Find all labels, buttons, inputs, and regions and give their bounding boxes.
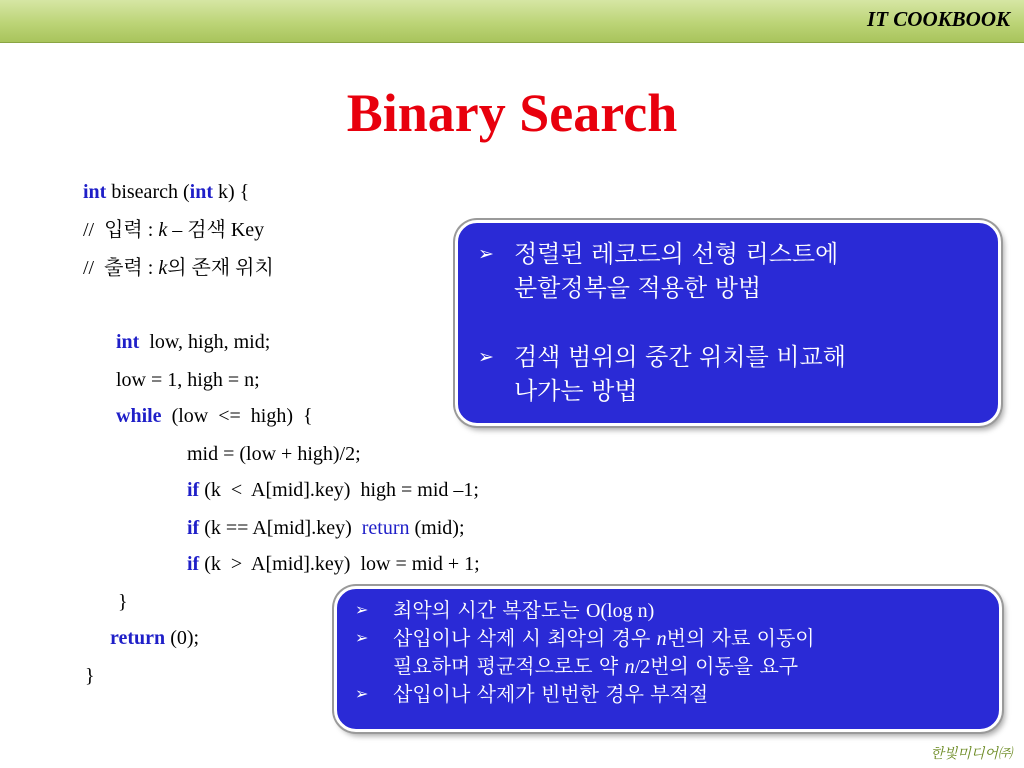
bullet-text: 정렬된 레코드의 선형 리스트에 — [514, 240, 839, 268]
code-text: (k == A[mid].key) — [199, 517, 362, 539]
keyword: if — [187, 479, 200, 501]
code-line: } — [118, 591, 128, 613]
bullet-segment: 최악의 시간 복잡도는 — [393, 598, 586, 622]
keyword: if — [187, 517, 200, 539]
code-line: mid = (low + high)/2; — [187, 443, 361, 465]
bullet-text: 검색 범위의 중간 위치를 비교해 — [514, 343, 846, 371]
arrow-bullet-icon: ➢ — [355, 600, 369, 619]
code-line — [83, 180, 249, 204]
publisher-label: 한빛미디어㈜ — [930, 746, 1012, 762]
code-line — [187, 478, 479, 502]
bullet-segment: 번의 자료 이동이 — [666, 626, 815, 650]
bullet-segment: /2 — [634, 656, 651, 678]
code-text: 의 존재 위치 — [167, 257, 274, 279]
description-box — [455, 220, 1001, 426]
code-line: } — [85, 665, 95, 687]
code-text: (0); — [165, 627, 200, 649]
code-line: low = 1, high = n; — [116, 369, 260, 391]
code-text: – 검색 Key — [167, 219, 265, 241]
keyword: if — [187, 553, 200, 575]
arrow-bullet-icon: ➢ — [478, 346, 494, 368]
bullet-segment: n — [656, 628, 667, 650]
code-text: (k > A[mid].key) low = mid + 1; — [199, 553, 480, 575]
code-text: k) { — [212, 181, 250, 203]
code-text: bisearch ( — [106, 181, 190, 203]
bullet-text — [393, 652, 798, 681]
bullet-segment: 삽입이나 삭제 시 최악의 경우 — [393, 626, 657, 650]
bullet-text: 분할정복을 적용한 방법 — [514, 274, 762, 302]
complexity-box — [334, 586, 1002, 732]
arrow-bullet-icon: ➢ — [355, 628, 369, 647]
code-text: (mid); — [409, 517, 465, 539]
code-line — [110, 626, 199, 650]
bullet-segment: O(log n) — [585, 600, 655, 622]
code-text: (low <= high) { — [161, 405, 313, 427]
keyword: int — [189, 181, 213, 203]
comment-line — [83, 218, 264, 242]
bullet-segment: 필요하며 평균적으로도 약 — [393, 654, 625, 678]
bullet-text — [393, 624, 815, 653]
arrow-bullet-icon: ➢ — [355, 684, 369, 703]
code-text: low, high, mid; — [139, 331, 271, 353]
code-text: (k < A[mid].key) high = mid –1; — [199, 479, 479, 501]
comment-line — [83, 256, 274, 280]
slide-title: Binary Search — [346, 83, 678, 143]
keyword: int — [116, 331, 140, 353]
keyword: return — [110, 627, 166, 649]
bullet-segment: 번의 이동을 요구 — [650, 654, 799, 678]
bullet-text: 나가는 방법 — [514, 377, 638, 405]
code-text: // 출력 : — [83, 257, 159, 279]
keyword: int — [83, 181, 107, 203]
bullet-text: 삽입이나 삭제가 빈번한 경우 부적절 — [393, 682, 709, 706]
header-bar — [0, 0, 1024, 43]
brand-label: IT COOKBOOK — [867, 7, 1010, 31]
code-line — [116, 404, 313, 428]
keyword: while — [116, 405, 162, 427]
keyword: return — [361, 517, 410, 539]
code-var: k — [158, 219, 168, 241]
bullet-segment: n — [624, 656, 635, 678]
code-line — [116, 330, 270, 354]
code-text: // 입력 : — [83, 219, 159, 241]
code-var: k — [158, 257, 168, 279]
arrow-bullet-icon: ➢ — [478, 243, 494, 265]
code-line — [187, 516, 465, 540]
code-line — [187, 552, 480, 576]
bullet-text — [393, 596, 654, 625]
